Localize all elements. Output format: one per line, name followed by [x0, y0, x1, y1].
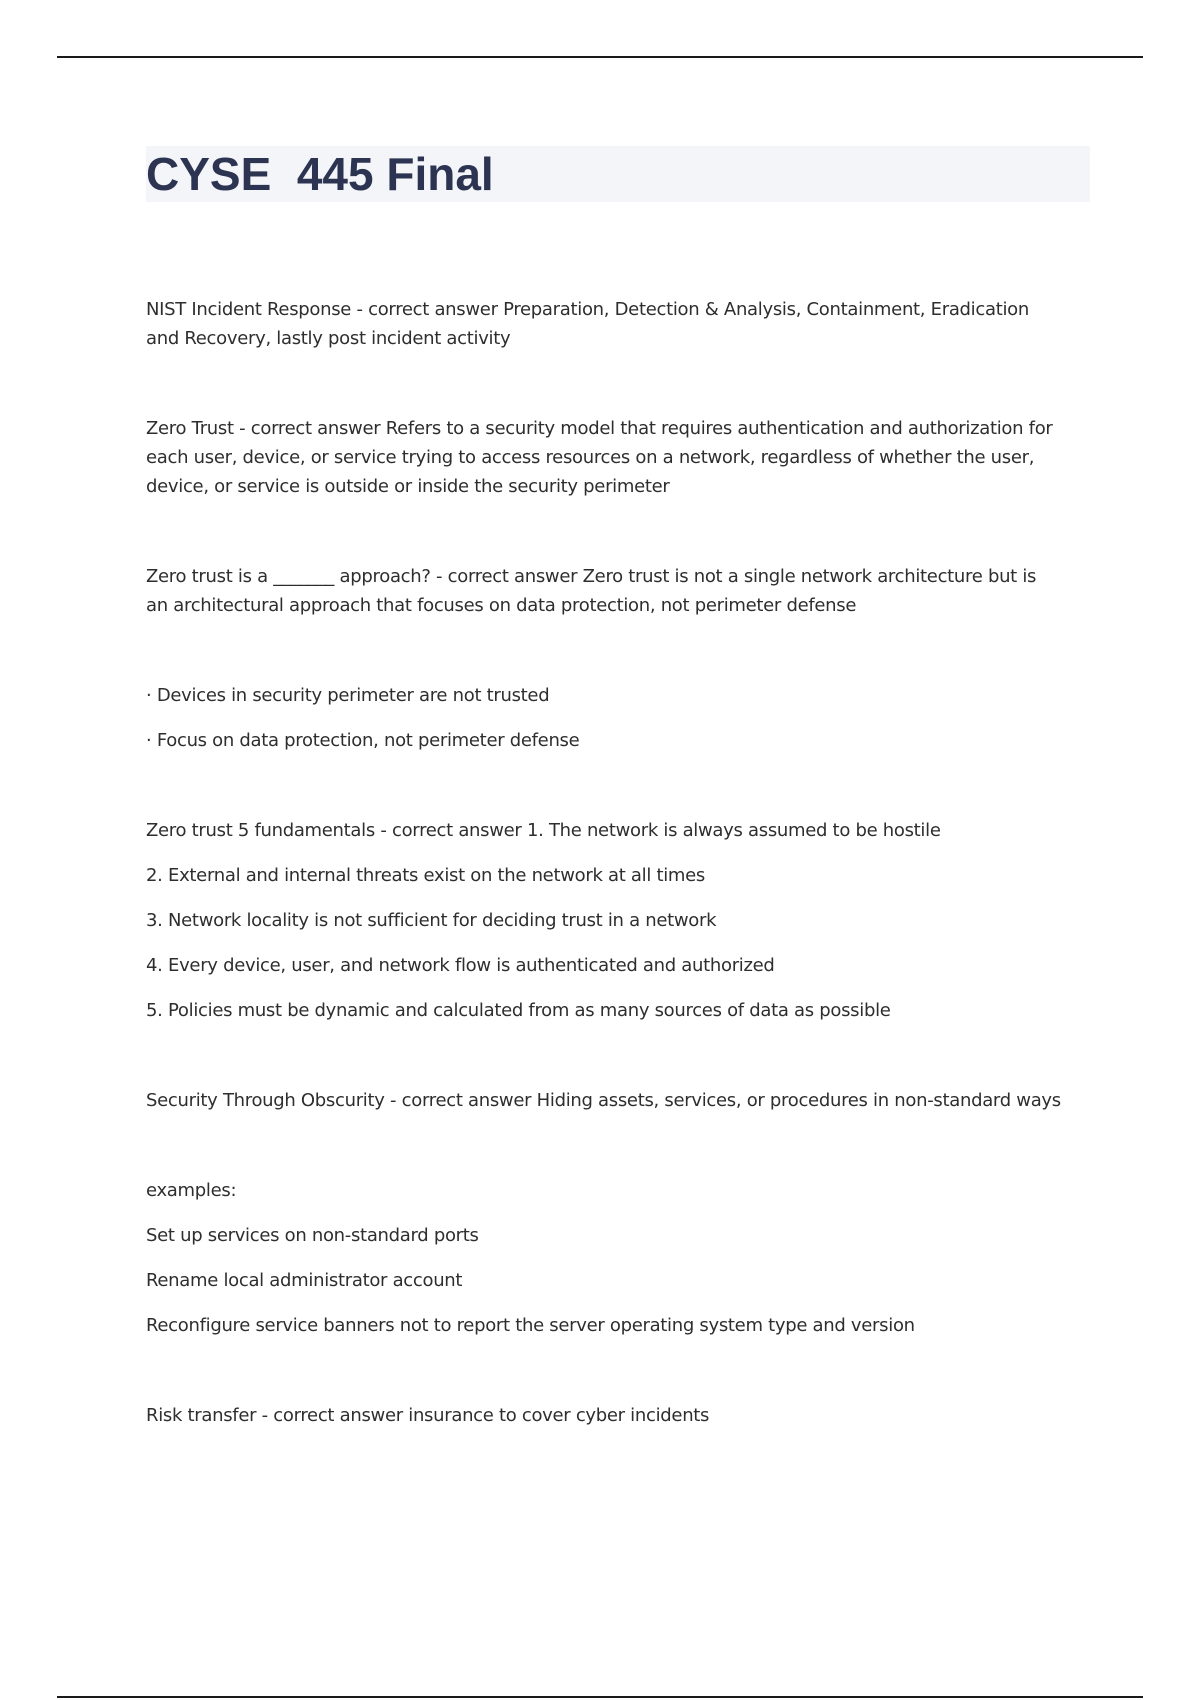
- text-line: Risk transfer - correct answer insurance to cover cyber incidents: [146, 1405, 710, 1426]
- top-rule: [57, 56, 1143, 58]
- text-line: and Recovery, lastly post incident activity: [146, 328, 511, 349]
- bottom-rule: [57, 1696, 1143, 1698]
- text-line: each user, device, or service trying to access resources on a network, regardless of whether the user,: [146, 447, 1035, 468]
- list-item: Set up services on non-standard ports: [146, 1225, 479, 1246]
- list-item: 2. External and internal threats exist on the network at all times: [146, 865, 706, 886]
- entry-zero-trust: [146, 414, 1090, 501]
- text-line: NIST Incident Response - correct answer Preparation, Detection & Analysis, Containment, Eradication: [146, 299, 1029, 320]
- document-text: [146, 295, 1090, 1430]
- entry-zero-trust-approach: [146, 562, 1090, 620]
- text-line: Security Through Obscurity - correct answer Hiding assets, services, or procedures in non-standard ways: [146, 1090, 1061, 1111]
- text-line: device, or service is outside or inside the security perimeter: [146, 476, 670, 497]
- text-line: an architectural approach that focuses on data protection, not perimeter defense: [146, 595, 857, 616]
- text-line: Zero Trust - correct answer Refers to a security model that requires authentication and authorization for: [146, 418, 1053, 439]
- entry-risk-transfer: [146, 1401, 1090, 1430]
- title-band: [146, 146, 1090, 202]
- list-item: · Focus on data protection, not perimeter defense: [146, 730, 580, 751]
- list-item: Rename local administrator account: [146, 1270, 463, 1291]
- entry-security-through-obscurity: [146, 1086, 1090, 1115]
- list-item: 5. Policies must be dynamic and calculated from as many sources of data as possible: [146, 1000, 891, 1021]
- text-line: Zero trust is a _______ approach? - correct answer Zero trust is not a single network architecture but is: [146, 566, 1037, 587]
- list-item: Zero trust 5 fundamentals - correct answer 1. The network is always assumed to be hostile: [146, 820, 941, 841]
- entry-zero-trust-fundamentals: [146, 816, 1090, 1025]
- examples-heading: examples:: [146, 1180, 237, 1201]
- entry-nist-incident-response: [146, 295, 1090, 353]
- list-item: Reconfigure service banners not to report the server operating system type and version: [146, 1315, 915, 1336]
- examples-list: [146, 1176, 1090, 1340]
- bullet-list: [146, 681, 1090, 755]
- document-title: CYSE 445 Final: [146, 148, 494, 200]
- document-body: [146, 146, 1090, 1430]
- list-item: 3. Network locality is not sufficient for deciding trust in a network: [146, 910, 717, 931]
- list-item: 4. Every device, user, and network flow is authenticated and authorized: [146, 955, 775, 976]
- list-item: · Devices in security perimeter are not trusted: [146, 685, 550, 706]
